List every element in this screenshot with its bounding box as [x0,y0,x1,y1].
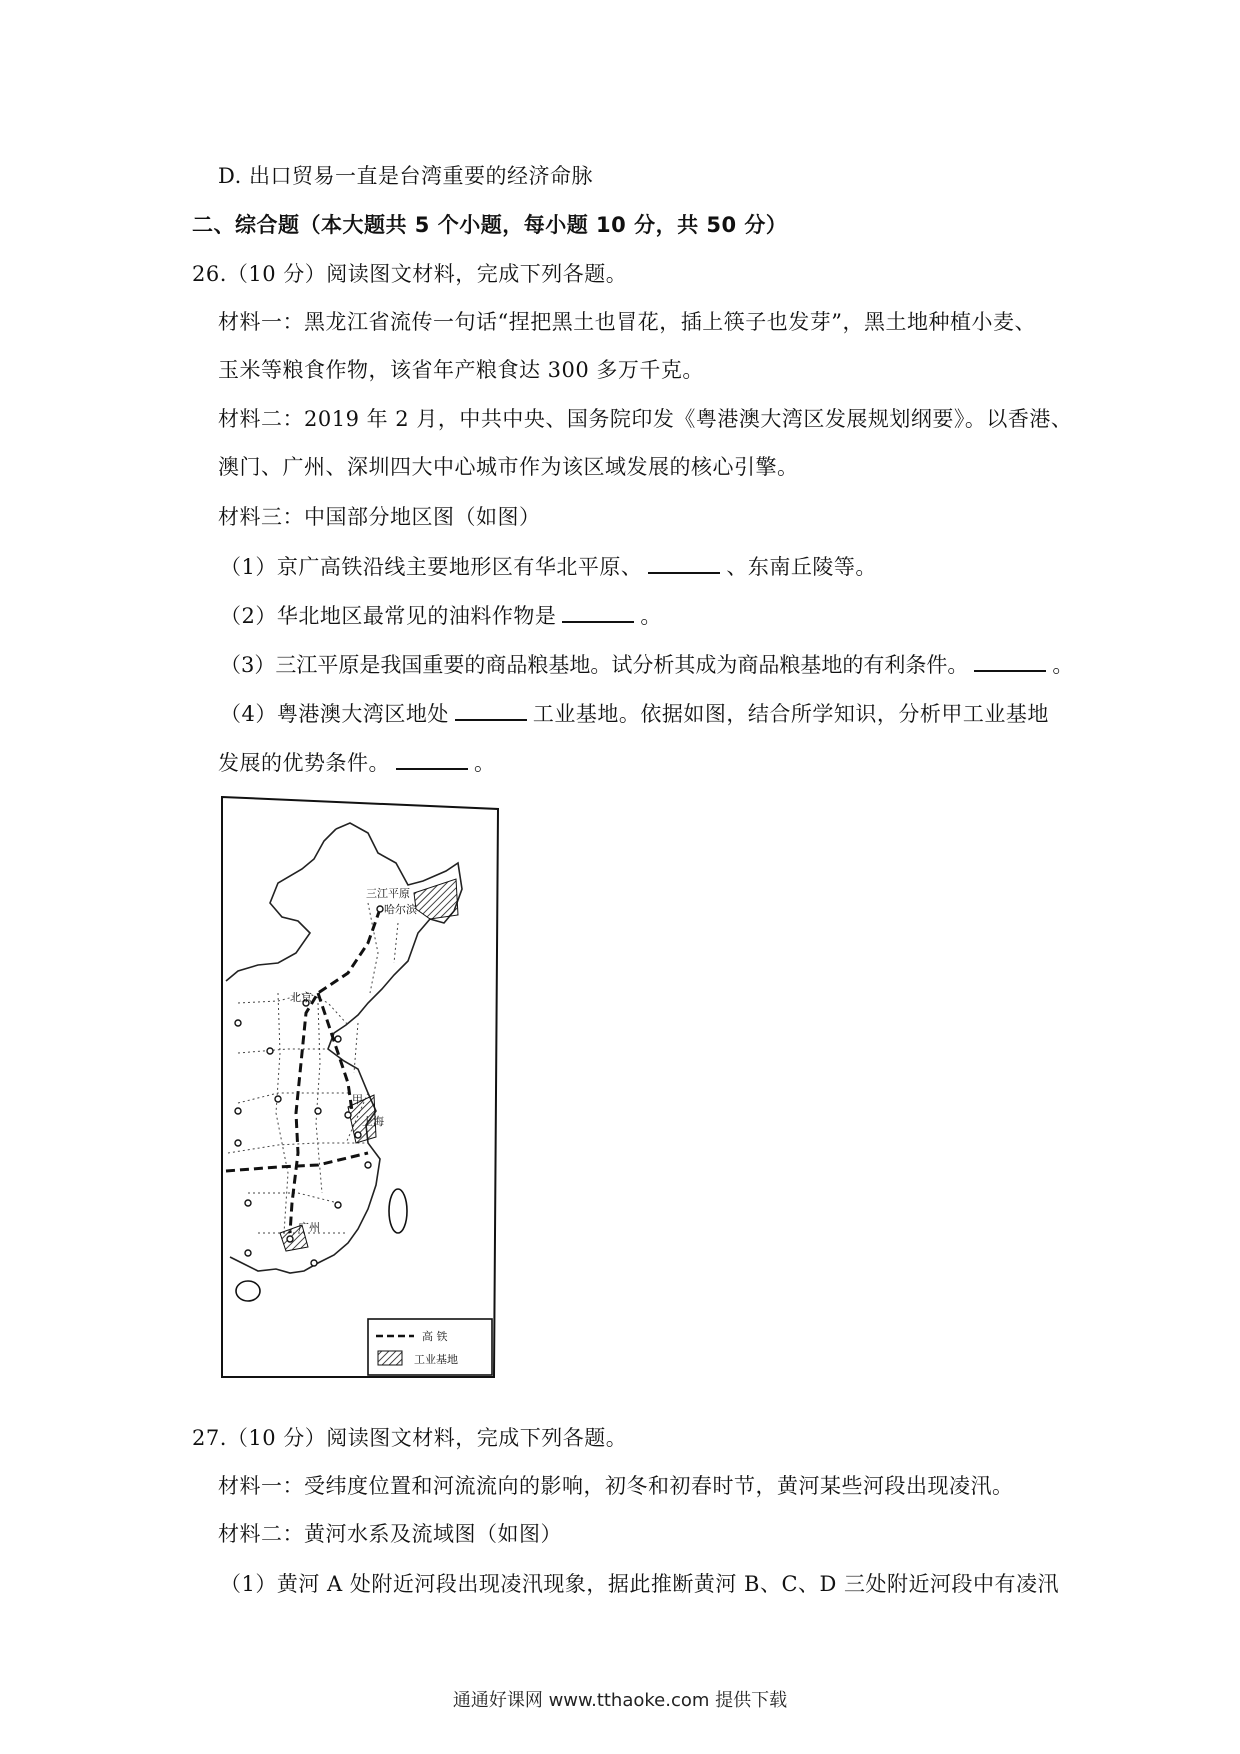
sanjiang-plain-hatch [414,879,458,919]
q26-4-text: （4）粤港澳大湾区地处 [220,702,449,726]
railway-jingguang [290,909,380,1233]
q26-question-4-cont [218,748,496,777]
label-shanghai: 上海 [362,1115,384,1128]
label-harbin: 哈尔滨 [384,903,417,916]
q27-material-2: 材料二：黄河水系及流域图（如图） [218,1522,562,1546]
q26-material-1-line-1: 材料一：黑龙江省流传一句话“捏把黑土也冒花，插上筷子也发芽”，黑土地种植小麦、 [218,310,1036,334]
q27-question-1: （1）黄河 A 处附近河段出现凌汛现象，据此推断黄河 B、C、D 三处附近河段中有凌汛 [220,1572,1060,1596]
province-borders [228,903,398,1233]
q26-question-4 [220,699,1049,728]
legend-hatch-symbol [378,1351,402,1365]
answer-blank[interactable] [455,699,527,721]
answer-blank[interactable] [974,650,1046,672]
label-sanjiang: 三江平原 [366,887,410,900]
q26-title: 26.（10 分）阅读图文材料，完成下列各题。 [192,262,628,286]
q26-material-3: 材料三：中国部分地区图（如图） [218,505,541,529]
q26-question-2 [220,601,662,630]
q26-4-text-end: 工业基地。依据如图，结合所学知识，分析甲工业基地 [532,702,1049,726]
label-guangzhou: 广州 [298,1221,320,1234]
map-legend [368,1319,492,1375]
map-svg [218,793,500,1379]
q26-question-1 [220,552,877,581]
q26-1-text-end: 、东南丘陵等。 [726,555,877,579]
china-partial-map [218,793,500,1379]
page-footer: 通通好课网 www.tthaoke.com 提供下载 [452,1690,788,1711]
hainan-island [236,1281,260,1301]
q26-3-text-end: 。 [1052,653,1074,677]
q26-2-text-end: 。 [640,604,662,628]
q26-4b-text: 发展的优势条件。 [218,751,390,775]
border-line [226,829,336,981]
taiwan-island [389,1189,407,1233]
label-jia: 甲 [352,1093,363,1106]
city-dots [235,906,383,1266]
q26-2-text: （2）华北地区最常见的油料作物是 [220,604,557,628]
q26-4b-text-end: 。 [474,751,496,775]
q26-1-text: （1）京广高铁沿线主要地形区有华北平原、 [220,555,643,579]
q26-question-3 [220,650,1073,679]
answer-blank[interactable] [562,601,634,623]
section-heading: 二、综合题（本大题共 5 个小题，每小题 10 分，共 50 分） [192,213,788,237]
answer-blank[interactable] [396,748,468,770]
q27-material-1: 材料一：受纬度位置和河流流向的影响，初冬和初春时节，黄河某些河段出现凌汛。 [218,1474,1014,1498]
legend-industrial-label: 工业基地 [414,1353,458,1366]
q27-title: 27.（10 分）阅读图文材料，完成下列各题。 [192,1426,628,1450]
label-beijing: 北京 [290,991,312,1004]
q26-3-text: （3）三江平原是我国重要的商品粮基地。试分析其成为商品粮基地的有利条件。 [220,653,969,677]
q25-option-d: D. 出口贸易一直是台湾重要的经济命脉 [218,164,593,188]
legend-railway-label: 高 铁 [422,1330,448,1343]
q26-material-1-line-2: 玉米等粮食作物，该省年产粮食达 300 多万千克。 [218,358,704,382]
answer-blank[interactable] [648,552,720,574]
q26-material-2-line-2: 澳门、广州、深圳四大中心城市作为该区域发展的核心引擎。 [218,455,799,479]
q26-material-2-line-1: 材料二：2019 年 2 月，中共中央、国务院印发《粤港澳大湾区发展规划纲要》。以香港、 [218,407,1073,431]
